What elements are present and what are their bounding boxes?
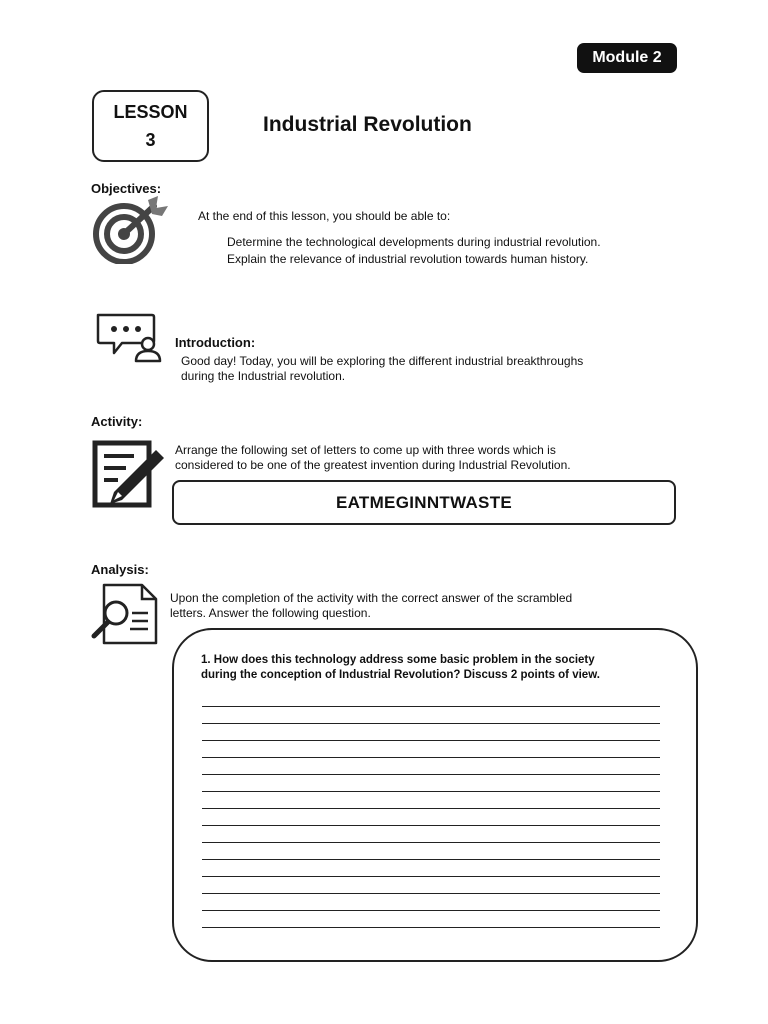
objective-item-2: Explain the relevance of industrial revolution towards human history. [227, 252, 589, 266]
answer-line[interactable] [202, 876, 660, 877]
chat-person-icon [94, 311, 164, 363]
analysis-text-line1: Upon the completion of the activity with the correct answer of the scrambled [170, 591, 573, 605]
answer-line[interactable] [202, 910, 660, 911]
objectives-intro: At the end of this lesson, you should be able to: [198, 209, 451, 223]
lesson-title: Industrial Revolution [263, 113, 472, 136]
answer-line[interactable] [202, 825, 660, 826]
answer-line[interactable] [202, 774, 660, 775]
answer-line[interactable] [202, 757, 660, 758]
introduction-text-line1: Good day! Today, you will be exploring the different industrial breakthroughs [181, 354, 584, 368]
lesson-number: 3 [145, 130, 156, 150]
module-label: Module 2 [592, 49, 662, 66]
answer-line[interactable] [202, 927, 660, 928]
module-badge [577, 43, 677, 73]
introduction-text-line2: during the Industrial revolution. [181, 369, 346, 383]
answer-line[interactable] [202, 808, 660, 809]
question-1-line1: 1. How does this technology address some basic problem in the society [201, 654, 595, 666]
scrambled-letters-box [172, 480, 676, 525]
analysis-heading: Analysis: [91, 562, 149, 577]
objectives-heading: Objectives: [91, 181, 162, 196]
target-icon [92, 194, 174, 264]
answer-line[interactable] [202, 706, 660, 707]
lesson-box [92, 90, 209, 162]
analysis-text-line2: letters. Answer the following question. [170, 606, 371, 620]
question-1 [201, 653, 661, 683]
lesson-label: LESSON [113, 102, 188, 122]
activity-heading: Activity: [91, 414, 143, 429]
pencil-paper-icon [92, 440, 168, 508]
objective-item-1: Determine the technological developments during industrial revolution. [227, 235, 601, 249]
answer-line[interactable] [202, 893, 660, 894]
activity-text-line1: Arrange the following set of letters to come up with three words which is [175, 443, 556, 457]
magnifier-document-icon [90, 583, 160, 645]
answer-line[interactable] [202, 859, 660, 860]
answer-line[interactable] [202, 740, 660, 741]
answer-line[interactable] [202, 842, 660, 843]
answer-line[interactable] [202, 723, 660, 724]
question-1-line2: during the conception of Industrial Revolution? Discuss 2 points of view. [201, 669, 600, 681]
activity-text-line2: considered to be one of the greatest invention during Industrial Revolution. [175, 458, 571, 472]
answer-line[interactable] [202, 791, 660, 792]
introduction-heading: Introduction: [175, 335, 256, 350]
scrambled-letters: EATMEGINNTWASTE [335, 492, 513, 512]
